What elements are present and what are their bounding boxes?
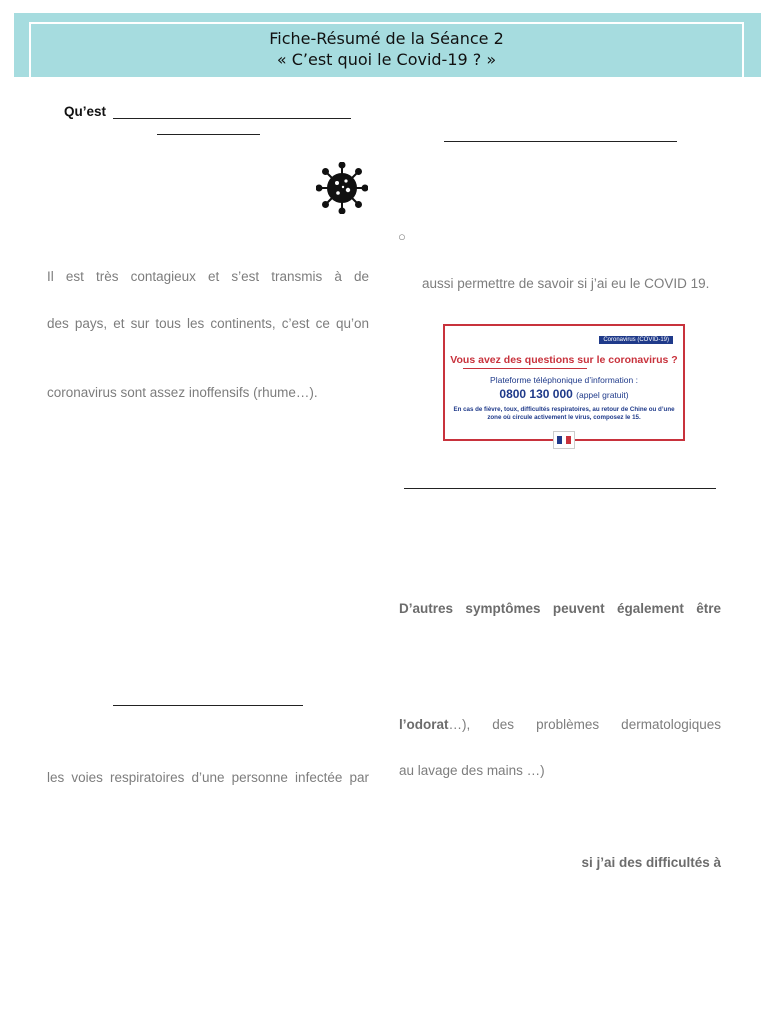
paragraph-line: des pays, et sur tous les continents, c’est ce qu’on <box>47 316 369 331</box>
header-frame <box>29 22 744 82</box>
bullet-marker: ○ <box>398 229 406 244</box>
paragraph-line <box>399 717 721 732</box>
blank-line <box>404 488 716 489</box>
bold-word: l’odorat <box>399 717 449 732</box>
blank-line <box>157 134 260 135</box>
poster-underline <box>463 368 587 369</box>
page-title: Fiche-Résumé de la Séance 2 <box>269 29 504 48</box>
paragraph-line: si j’ai des difficultés à <box>581 855 721 870</box>
poster-tag: Coronavirus (COVID-19) <box>599 336 673 344</box>
paragraph-fragment: …), des problèmes dermatologiques <box>448 717 721 732</box>
poster-phone <box>445 387 683 401</box>
paragraph-line: D’autres symptômes peuvent également être <box>399 601 721 616</box>
poster-subtitle: Plateforme téléphonique d’information : <box>490 375 638 385</box>
paragraph-line: aussi permettre de savoir si j’ai eu le COVID 19. <box>422 276 710 291</box>
header-banner <box>14 13 761 77</box>
republic-logo <box>553 431 575 449</box>
blank-line <box>113 118 351 119</box>
virus-icon <box>316 162 368 214</box>
page-subtitle: « C’est quoi le Covid-19 ? » <box>276 50 497 69</box>
poster-phone-number: 0800 130 000 <box>499 387 573 401</box>
poster-phone-note: (appel gratuit) <box>576 390 629 400</box>
paragraph-line: Il est très contagieux et s’est transmis à de <box>47 269 369 284</box>
info-poster <box>443 324 685 441</box>
paragraph-line: au lavage des mains …) <box>399 763 545 778</box>
question-heading: Qu’est <box>64 104 107 119</box>
poster-small-text: En cas de fièvre, toux, difficultés respiratoires, au retour de Chine ou d’une zone où circule activement le virus, composez le 15. <box>453 406 675 421</box>
blank-line <box>113 705 303 706</box>
poster-title: Vous avez des questions sur le coronavirus ? <box>450 354 678 366</box>
paragraph-line: les voies respiratoires d’une personne infectée par <box>47 770 369 785</box>
paragraph-line: coronavirus sont assez inoffensifs (rhume…). <box>47 385 318 400</box>
blank-line <box>444 141 677 142</box>
